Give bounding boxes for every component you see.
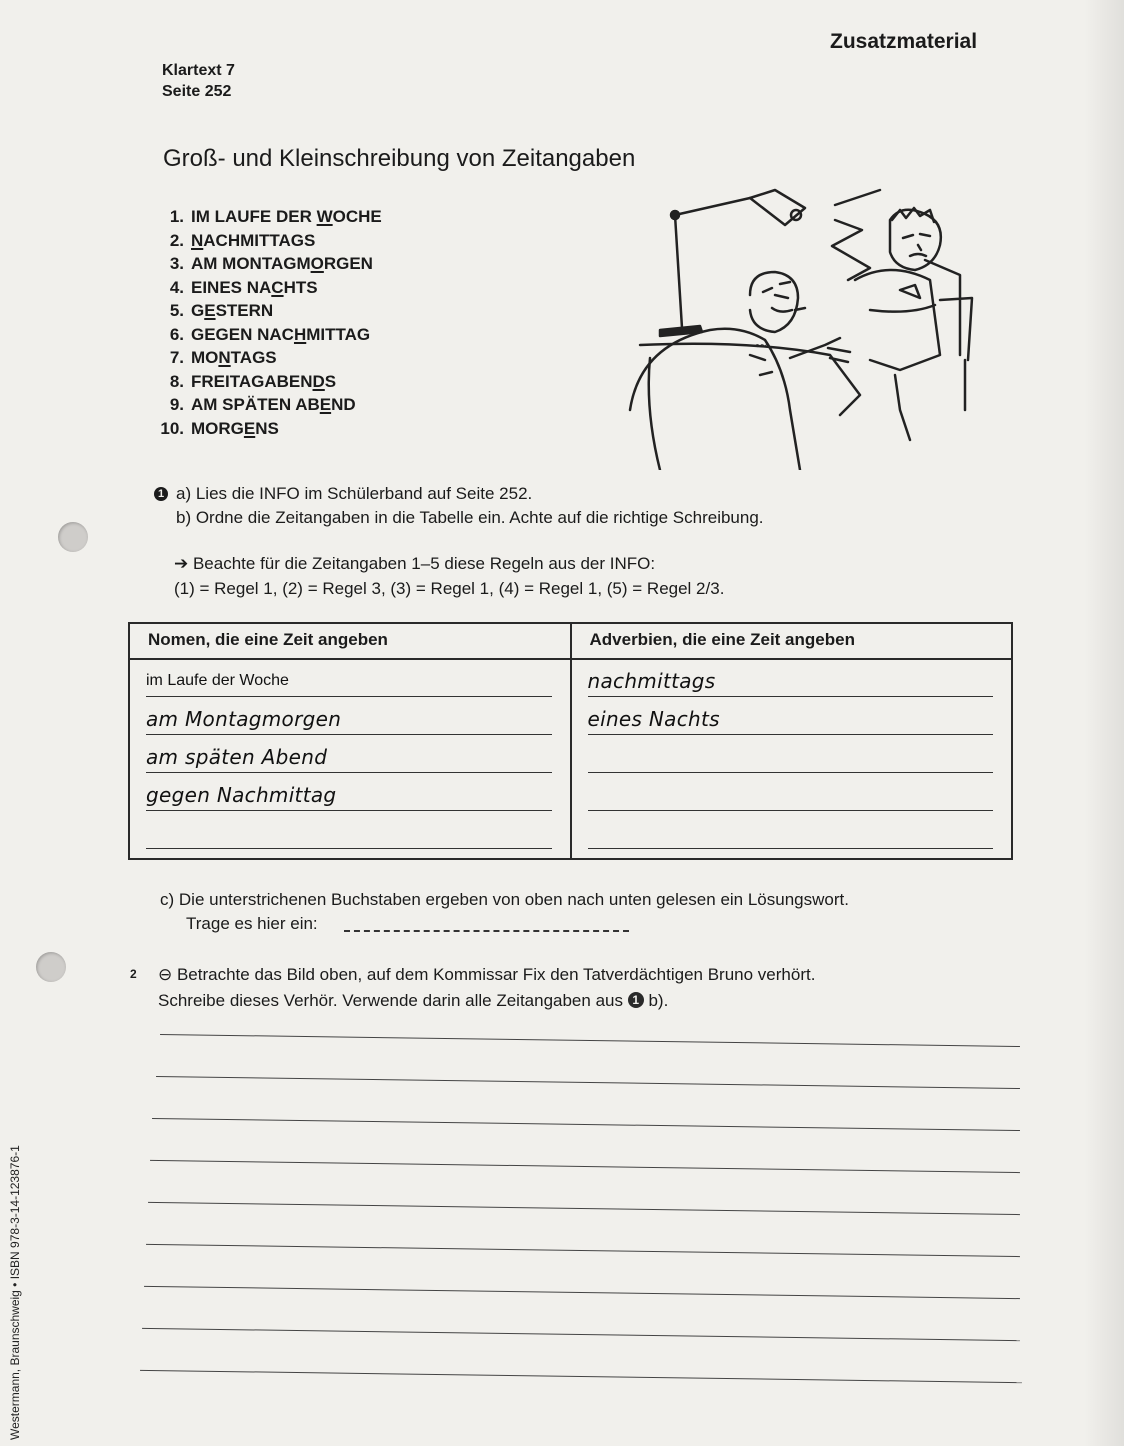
writing-line[interactable]	[156, 1076, 1020, 1089]
adverb-answer-line[interactable]	[588, 818, 994, 849]
word-text: G	[191, 301, 205, 320]
solution-letter: W	[316, 207, 333, 226]
adverb-answer-line[interactable]: eines Nachts	[588, 704, 994, 735]
book-title: Klartext 7	[162, 62, 235, 79]
word-number: 4.	[169, 277, 184, 297]
word-text: MITTAG	[306, 324, 371, 344]
adverb-answer-line[interactable]	[588, 780, 994, 811]
solution-letter: E	[204, 301, 216, 320]
word-list-item	[146, 346, 382, 370]
time-expression-list	[146, 205, 382, 440]
word-text: ACHMITTAGS	[203, 230, 316, 250]
word-text: TAGS	[230, 348, 277, 367]
task-1-hint	[174, 554, 655, 574]
solution-letter: E	[243, 418, 256, 438]
solution-letter: E	[319, 395, 332, 414]
adverb-answer-line[interactable]	[588, 742, 994, 773]
task-1c-instruction: c) Die unterstrichenen Buchstaben ergeben von oben nach unten gelesen ein Lösungswort.	[160, 890, 849, 909]
solution-letter: D	[312, 371, 325, 391]
solution-word-field[interactable]	[344, 930, 629, 932]
task-1-badge: 1	[154, 487, 168, 501]
noun-answer-line[interactable]: im Laufe der Woche	[146, 666, 552, 697]
word-text: OCHE	[332, 207, 382, 226]
word-text: ND	[331, 395, 356, 414]
hint-arrow-icon: ➔	[174, 554, 193, 573]
word-list-item	[146, 205, 382, 229]
word-list-item	[146, 393, 382, 417]
word-text: GEGEN NAC	[191, 324, 294, 344]
word-list-item	[146, 299, 382, 323]
task-1-rules: (1) = Regel 1, (2) = Regel 3, (3) = Regel 1, (4) = Regel 1, (5) = Regel 2/3.	[174, 579, 725, 598]
solution-letter: C	[271, 277, 284, 297]
punch-hole	[58, 522, 88, 552]
word-text: RGEN	[323, 254, 373, 273]
solution-letter: N	[191, 230, 204, 250]
word-list-item	[146, 323, 382, 347]
task-1c-prompt: Trage es hier ein:	[186, 914, 318, 933]
word-text: FREITAGABEN	[191, 371, 313, 391]
writing-line[interactable]	[142, 1328, 1020, 1341]
word-list-item	[146, 229, 382, 253]
word-number: 1.	[169, 207, 184, 226]
word-text: MORG	[191, 418, 244, 438]
publisher-isbn: Westermann, Braunschweig • ISBN 978-3-14-123876-1	[8, 1145, 22, 1440]
word-number: 2.	[169, 230, 184, 250]
task-2-text-3: b).	[648, 991, 669, 1010]
task-ref-badge: 1	[628, 992, 644, 1008]
solution-letter: H	[293, 324, 307, 344]
task-2-number: 2	[130, 967, 137, 981]
noun-answer-line[interactable]: am Montagmorgen	[146, 704, 552, 735]
noun-answer-line[interactable]: am späten Abend	[146, 742, 552, 773]
writing-line[interactable]	[140, 1370, 1022, 1383]
hint-text: Beachte für die Zeitangaben 1–5 diese Regeln aus der INFO:	[192, 554, 656, 573]
writing-line[interactable]	[146, 1244, 1020, 1257]
punch-hole	[36, 952, 66, 982]
word-text: NS	[255, 418, 279, 438]
word-number: 8.	[169, 371, 184, 391]
book-reference	[162, 60, 235, 102]
word-list-item	[146, 370, 382, 394]
word-list-item	[146, 276, 382, 300]
task-2-instruction-cont	[158, 991, 668, 1011]
interrogation-illustration	[600, 180, 1010, 470]
table-header-adverbs: Adverbien, die eine Zeit angeben	[571, 623, 1013, 659]
task-1b-instruction: b) Ordne die Zeitangaben in die Tabelle ein. Achte auf die richtige Schreibung.	[176, 508, 764, 527]
writing-line[interactable]	[144, 1286, 1020, 1299]
noun-answer-line[interactable]: gegen Nachmittag	[146, 780, 552, 811]
adverbs-column	[572, 660, 1012, 849]
word-text: MO	[191, 348, 219, 367]
solution-letter: N	[218, 348, 231, 367]
word-number: 9.	[169, 395, 184, 414]
word-number: 5.	[169, 301, 184, 320]
page-shadow	[1084, 0, 1124, 1446]
material-label: Zusatzmaterial	[830, 30, 978, 53]
writing-line[interactable]	[160, 1034, 1020, 1047]
word-text: IM LAUFE DER	[191, 207, 317, 226]
task-2-arrow-icon: ⊖	[158, 965, 177, 984]
word-text: STERN	[215, 301, 274, 320]
word-list-item	[146, 252, 382, 276]
writing-line[interactable]	[148, 1202, 1020, 1215]
task-2-instruction	[158, 965, 815, 985]
adverb-answer-line[interactable]: nachmittags	[588, 666, 994, 697]
page-title: Groß- und Kleinschreibung von Zeitangaben	[163, 145, 636, 172]
word-text: AM SPÄTEN AB	[191, 395, 320, 414]
word-number: 3.	[169, 254, 184, 273]
nouns-column	[130, 660, 570, 849]
task-1a-instruction: a) Lies die INFO im Schülerband auf Seite 252.	[176, 484, 533, 503]
word-text: HTS	[283, 277, 318, 297]
writing-line[interactable]	[150, 1160, 1020, 1173]
svg-text:°°°: °°°	[755, 341, 770, 355]
book-page: Seite 252	[162, 83, 232, 100]
word-number: 7.	[169, 348, 184, 367]
word-text: EINES NA	[191, 277, 272, 297]
word-number: 10.	[160, 418, 184, 438]
word-text: AM MONTAGM	[191, 254, 311, 273]
task-2-text: Betrachte das Bild oben, auf dem Kommissar Fix den Tatverdächtigen Bruno verhört.	[176, 965, 816, 984]
solution-letter: O	[310, 254, 324, 273]
word-text: S	[324, 371, 337, 391]
writing-line[interactable]	[152, 1118, 1020, 1131]
task-2-text-2: Schreibe dieses Verhör. Verwende darin alle Zeitangaben aus	[158, 991, 623, 1010]
word-number: 6.	[169, 324, 184, 344]
word-list-item	[146, 417, 382, 441]
table-header-nouns: Nomen, die eine Zeit angeben	[129, 623, 571, 659]
classification-table	[128, 622, 1013, 860]
noun-answer-line[interactable]	[146, 818, 552, 849]
